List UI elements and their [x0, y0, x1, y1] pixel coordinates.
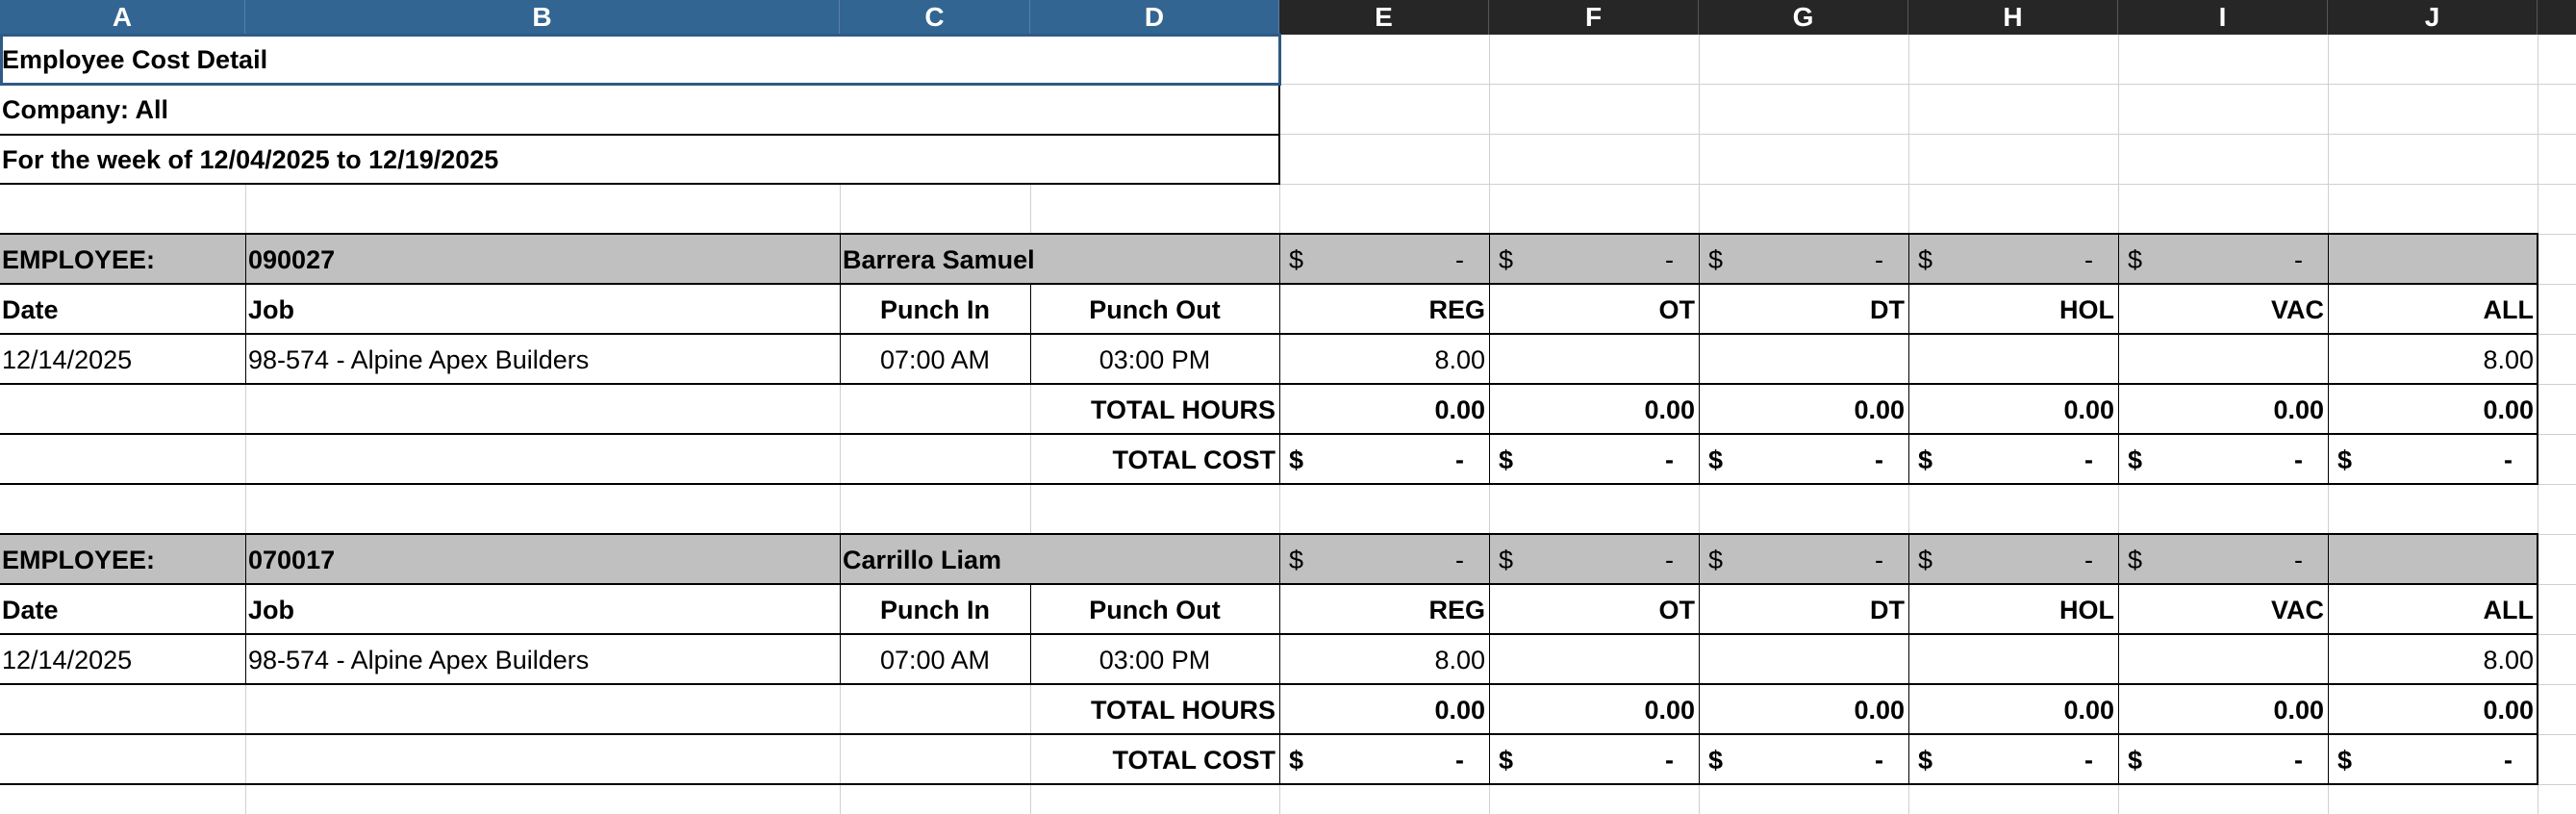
- cost-value: -: [2084, 546, 2093, 574]
- column-header-f[interactable]: F: [1489, 0, 1699, 35]
- total-hours-value: 0.00: [2483, 395, 2534, 424]
- total-cost-currency: $: [1708, 445, 1724, 474]
- column-header-e[interactable]: E: [1279, 0, 1489, 35]
- total-hours-value: 0.00: [1644, 696, 1695, 725]
- column-header-blank: [2538, 0, 2576, 35]
- column-header-a[interactable]: A: [0, 0, 245, 35]
- total-cost-value: -: [2084, 746, 2093, 775]
- total-cost-value: -: [1665, 445, 1674, 474]
- punch-job: 98-574 - Alpine Apex Builders: [248, 345, 590, 374]
- total-cost-value: -: [1875, 445, 1883, 474]
- col-label-hol: HOL: [2059, 596, 2114, 624]
- company-filter: Company: All: [2, 95, 169, 124]
- column-header-b[interactable]: B: [245, 0, 840, 35]
- column-header-c[interactable]: C: [840, 0, 1030, 35]
- column-header-h[interactable]: H: [1908, 0, 2118, 35]
- col-label-job: Job: [248, 295, 295, 324]
- total-cost-value: -: [1455, 746, 1464, 775]
- reg-hours: 8.00: [1434, 646, 1485, 674]
- cost-value: -: [1665, 245, 1674, 274]
- total-cost-value: -: [1665, 746, 1674, 775]
- total-cost-value: -: [1455, 445, 1464, 474]
- total-cost-currency: $: [1708, 746, 1724, 775]
- col-label-date: Date: [2, 596, 59, 624]
- employee-label: EMPLOYEE:: [2, 546, 156, 574]
- cost-value: -: [1665, 546, 1674, 574]
- total-cost-currency: $: [2337, 445, 2353, 474]
- col-label-ot: OT: [1658, 596, 1695, 624]
- col-label-date: Date: [2, 295, 59, 324]
- total-hours-value: 0.00: [2063, 696, 2114, 725]
- total-cost-value: -: [2504, 746, 2513, 775]
- cost-value: -: [2084, 245, 2093, 274]
- total-cost-currency: $: [1918, 746, 1933, 775]
- col-label-ot: OT: [1658, 295, 1695, 324]
- cost-currency: $: [1289, 546, 1304, 574]
- employee-label: EMPLOYEE:: [2, 245, 156, 274]
- col-label-reg: REG: [1428, 295, 1485, 324]
- punch-in-time: 07:00 AM: [879, 646, 991, 674]
- total-cost-currency: $: [2128, 746, 2143, 775]
- total-hours-value: 0.00: [1854, 696, 1905, 725]
- col-label-vac: VAC: [2270, 295, 2324, 324]
- total-hours-value: 0.00: [1434, 696, 1485, 725]
- total-cost-currency: $: [1499, 445, 1514, 474]
- cost-currency: $: [2128, 245, 2143, 274]
- total-cost-value: -: [2294, 746, 2303, 775]
- col-label-reg: REG: [1428, 596, 1485, 624]
- total-hours-value: 0.00: [1644, 395, 1695, 424]
- total-hours-value: 0.00: [1434, 395, 1485, 424]
- total-cost-currency: $: [1918, 445, 1933, 474]
- total-cost-currency: $: [1499, 746, 1514, 775]
- total-hours-label: TOTAL HOURS: [1090, 696, 1275, 725]
- col-label-all: ALL: [2483, 596, 2534, 624]
- col-label-hol: HOL: [2059, 295, 2114, 324]
- cost-currency: $: [1708, 546, 1724, 574]
- punch-out-time: 03:00 PM: [1099, 646, 1211, 674]
- cost-value: -: [2294, 546, 2303, 574]
- all-hours: 8.00: [2483, 646, 2534, 674]
- punch-date: 12/14/2025: [2, 646, 133, 674]
- cost-currency: $: [2128, 546, 2143, 574]
- cost-value: -: [1455, 546, 1464, 574]
- col-label-punch-out: Punch Out: [1089, 596, 1221, 624]
- total-cost-value: -: [1875, 746, 1883, 775]
- reg-hours: 8.00: [1434, 345, 1485, 374]
- column-header-j[interactable]: J: [2328, 0, 2538, 35]
- total-cost-label: TOTAL COST: [1112, 746, 1275, 775]
- cost-currency: $: [1499, 546, 1514, 574]
- total-cost-value: -: [2294, 445, 2303, 474]
- cost-value: -: [1875, 245, 1883, 274]
- cost-value: -: [1455, 245, 1464, 274]
- total-cost-value: -: [2084, 445, 2093, 474]
- total-hours-value: 0.00: [1854, 395, 1905, 424]
- total-hours-value: 0.00: [2273, 395, 2324, 424]
- total-cost-currency: $: [2337, 746, 2353, 775]
- report-title: Employee Cost Detail: [2, 45, 268, 74]
- all-hours: 8.00: [2483, 345, 2534, 374]
- punch-job: 98-574 - Alpine Apex Builders: [248, 646, 590, 674]
- column-header-i[interactable]: I: [2118, 0, 2328, 35]
- col-label-punch-in: Punch In: [880, 295, 990, 324]
- cost-value: -: [1875, 546, 1883, 574]
- cost-currency: $: [1708, 245, 1724, 274]
- cost-currency: $: [1918, 546, 1933, 574]
- punch-date: 12/14/2025: [2, 345, 133, 374]
- col-label-punch-out: Punch Out: [1089, 295, 1221, 324]
- total-hours-value: 0.00: [2063, 395, 2114, 424]
- col-label-job: Job: [248, 596, 295, 624]
- total-cost-label: TOTAL COST: [1112, 445, 1275, 474]
- total-hours-label: TOTAL HOURS: [1090, 395, 1275, 424]
- employee-id: 070017: [248, 546, 336, 574]
- total-cost-currency: $: [1289, 445, 1304, 474]
- col-label-punch-in: Punch In: [880, 596, 990, 624]
- col-label-all: ALL: [2483, 295, 2534, 324]
- total-cost-currency: $: [1289, 746, 1304, 775]
- cost-currency: $: [1918, 245, 1933, 274]
- cost-currency: $: [1499, 245, 1514, 274]
- punch-out-time: 03:00 PM: [1099, 345, 1211, 374]
- total-cost-currency: $: [2128, 445, 2143, 474]
- col-label-dt: DT: [1870, 596, 1905, 624]
- employee-name: Carrillo Liam: [843, 546, 1002, 574]
- total-hours-value: 0.00: [2483, 696, 2534, 725]
- employee-name: Barrera Samuel: [843, 245, 1035, 274]
- punch-in-time: 07:00 AM: [879, 345, 991, 374]
- col-label-dt: DT: [1870, 295, 1905, 324]
- column-header-d[interactable]: D: [1030, 0, 1279, 35]
- cost-value: -: [2294, 245, 2303, 274]
- total-cost-value: -: [2504, 445, 2513, 474]
- report-period: For the week of 12/04/2025 to 12/19/2025: [2, 145, 499, 174]
- column-header-g[interactable]: G: [1699, 0, 1908, 35]
- cost-currency: $: [1289, 245, 1304, 274]
- total-hours-value: 0.00: [2273, 696, 2324, 725]
- col-label-vac: VAC: [2270, 596, 2324, 624]
- employee-id: 090027: [248, 245, 336, 274]
